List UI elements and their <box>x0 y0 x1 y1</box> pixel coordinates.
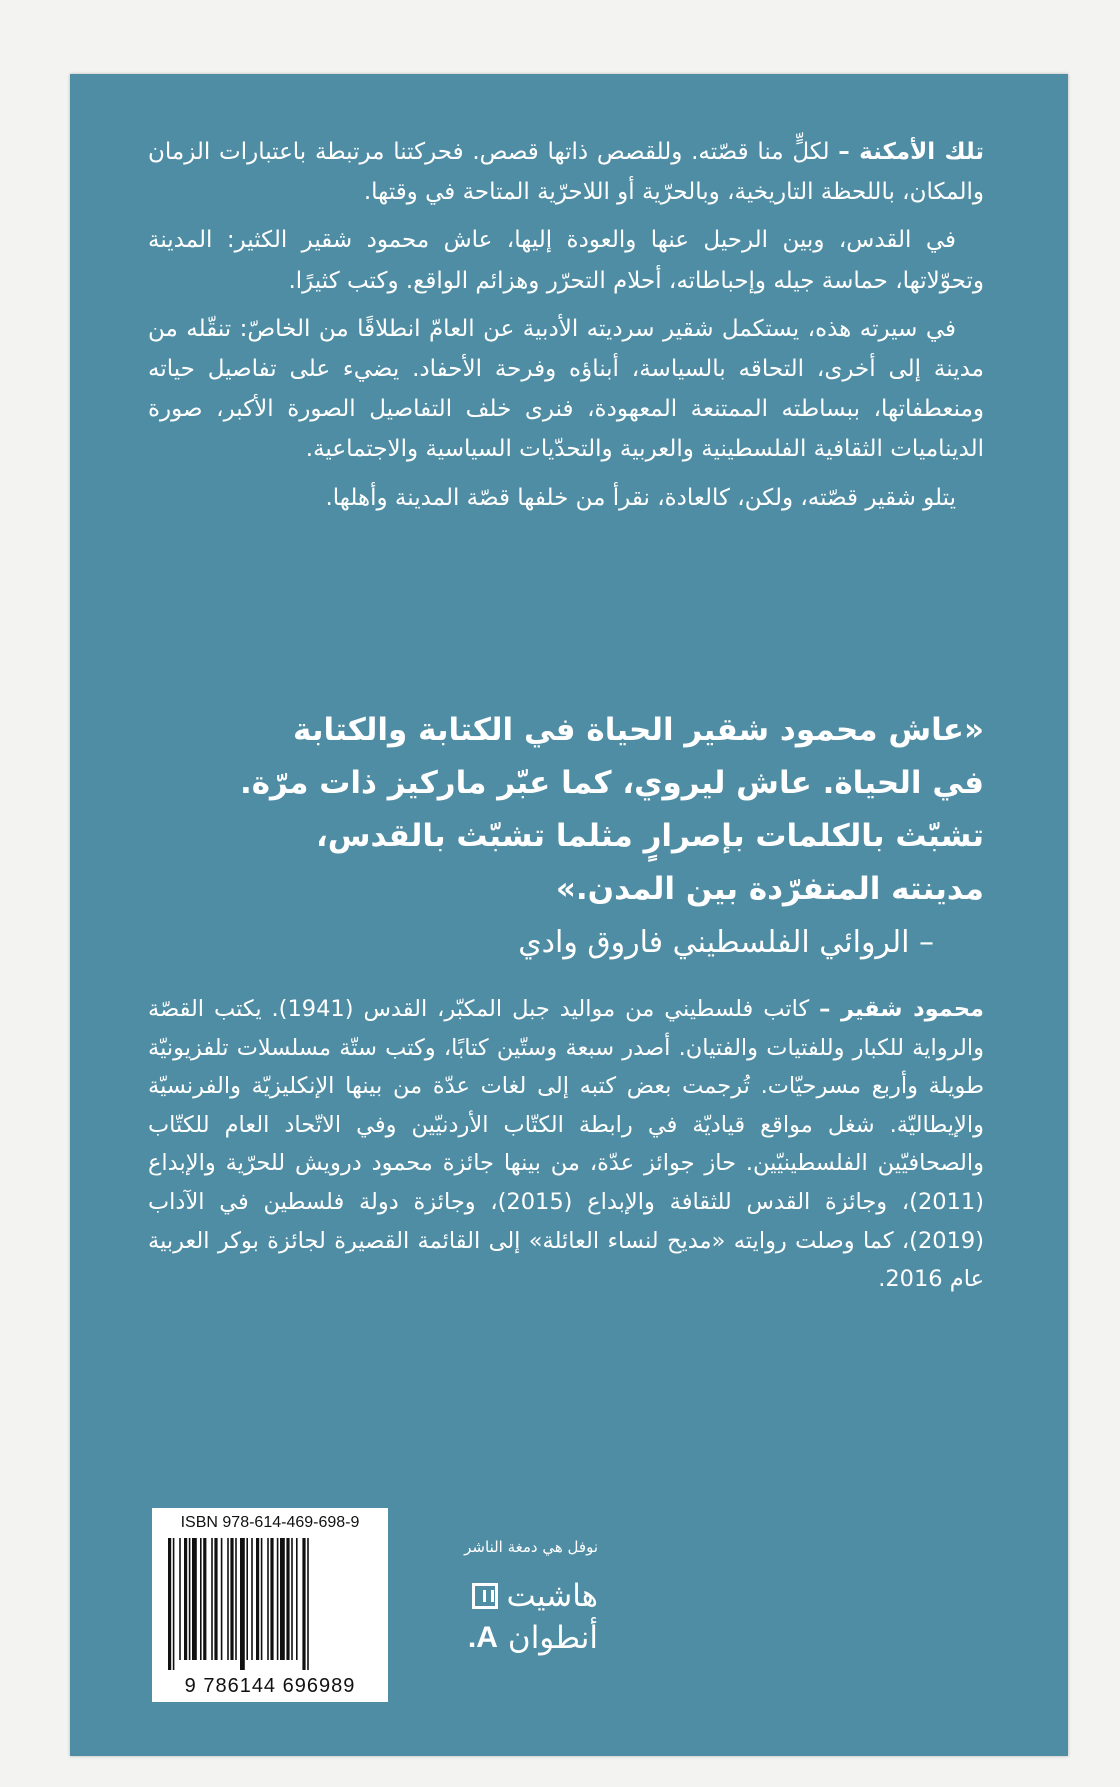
book-blurb <box>148 132 984 518</box>
publisher-row-2 <box>418 1617 598 1659</box>
antoine-a-icon: A. <box>467 1621 498 1654</box>
blurb-paragraph-1 <box>148 132 984 212</box>
blurb-paragraph-4: يتلو شقير قصّته، ولكن، كالعادة، نقرأ من خلفها قصّة المدينة وأهلها. <box>325 484 956 511</box>
blurb-paragraph-3: في سيرته هذه، يستكمل شقير سرديته الأدبية عن العامّ انطلاقًا من الخاصّ: تنقّله من مدينة إلى أخرى، التحاقه بالسياسة، أبناؤه وفرحة الأحفاد. يضيء على تفاصيل حياته ومنعطفاتها، ببساطته الممتنعة المعهودة، فنرى خلف التفاصيل الصورة الأكبر، صورة الديناميات الثقافية الفلسطينية والعربية والتحدّيات السياسية والاجتماعية. <box>148 315 984 463</box>
quote-line-2: في الحياة. عاش ليروي، كما عبّر ماركيز ذات مرّة. <box>239 765 984 801</box>
author-name: محمود شقير – <box>819 996 984 1022</box>
blurb-lead-title: تلك الأمكنة – <box>838 139 984 165</box>
quote-line-4: مدينته المتفرّدة بين المدن.» <box>555 871 984 907</box>
publisher-tagline: نوفل هي دمغة الناشر <box>464 1538 598 1556</box>
isbn-barcode <box>152 1508 388 1702</box>
isbn-digits: 9 786144 696989 <box>184 1675 356 1697</box>
publisher-row-1 <box>418 1575 598 1617</box>
barcode-bars <box>164 1538 374 1670</box>
quote-line-1: «عاش محمود شقير الحياة في الكتابة والكتابة <box>293 712 984 748</box>
quote-line-3: تشبّث بالكلمات بإصرارٍ مثلما تشبّث بالقدس، <box>315 818 984 854</box>
author-bio-text: كاتب فلسطيني من مواليد جبل المكبّر، القدس (1941). يكتب القصّة والرواية للكبار وللفتيات والفتيان. أصدر سبعة وستّين كتابًا، وكتب ستّة مسلسلات تلفزيونيّة طويلة وأربع مسرحيّات. تُرجمت بعض كتبه إلى لغات عدّة من بينها الإنكليزيّة والفرنسيّة والإيطاليّة. شغل مواقع قياديّة في رابطة الكتّاب الأردنيّين وفي الاتّحاد العام للكتّاب والصحافيّين الفلسطينيّين. حاز جوائز عدّة، من بينها جائزة محمود درويش للحرّية والإبداع (2011)، وجائزة القدس للثقافة والإبداع (2015)، وجائزة دولة فلسطين في الآداب (2019)، كما وصلت روايته «مديح لنساء العائلة» إلى القائمة القصيرة لجائزة بوكر العربية عام 2016. <box>148 996 984 1293</box>
quote-text <box>150 704 984 916</box>
author-bio-paragraph <box>148 990 984 1299</box>
publisher-logo <box>418 1575 598 1659</box>
publisher-name-line-1: هاشيت <box>506 1578 598 1614</box>
isbn-label: ISBN 978-614-469-698-9 <box>180 1514 360 1531</box>
blurb-paragraph-1-text: لكلٍّ منا قصّته. وللقصص ذاتها قصص. فحركتنا مرتبطة باعتبارات الزمان والمكان، باللحظة التاريخية، وبالحرّية أو اللاحرّية المتاحة في وقتها. <box>148 139 984 206</box>
hachette-mark-icon <box>472 1583 498 1609</box>
quote-attribution: – الروائي الفلسطيني فاروق وادي <box>518 925 934 960</box>
author-bio <box>148 990 984 1299</box>
publisher-name-line-2: أنطوان <box>507 1620 598 1656</box>
review-quote <box>150 704 984 968</box>
blurb-paragraph-2: في القدس، وبين الرحيل عنها والعودة إليها، عاش محمود شقير الكثير: المدينة وتحوّلاتها، حماسة جيله وإحباطاته، أحلام التحرّر وهزائم الواقع. وكتب كثيرًا. <box>148 227 984 294</box>
